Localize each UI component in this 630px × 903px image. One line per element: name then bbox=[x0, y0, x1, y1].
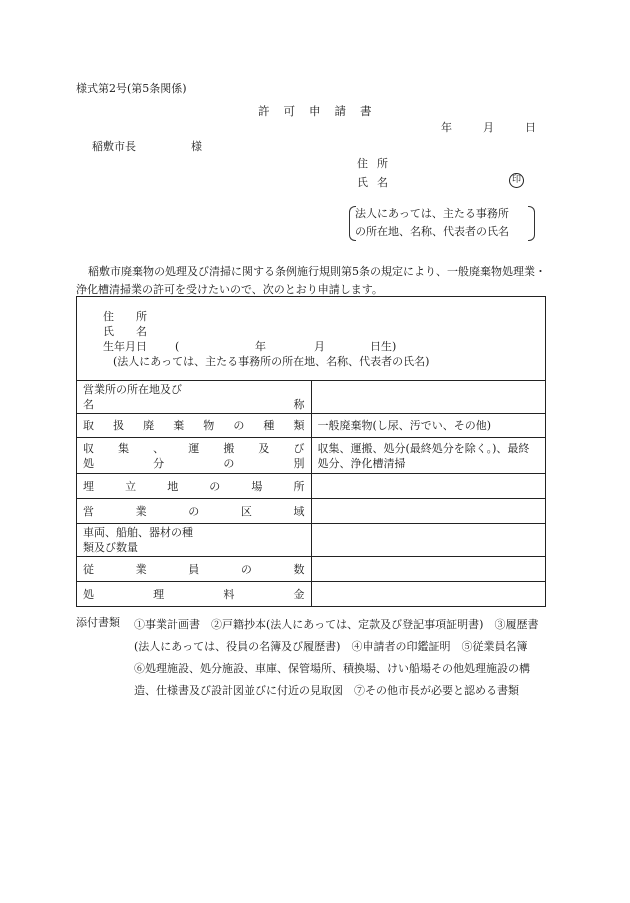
bracket-right bbox=[528, 206, 535, 241]
label-spread bbox=[83, 587, 305, 602]
box-birth-label: 生年月日 bbox=[103, 340, 147, 353]
label-char: 立 bbox=[125, 479, 137, 493]
box-birth-month: 月 bbox=[314, 340, 325, 353]
row-value bbox=[311, 524, 546, 557]
application-table bbox=[76, 296, 546, 607]
date-line bbox=[441, 119, 536, 135]
addressee-honorific: 様 bbox=[191, 140, 202, 153]
label-line1: 車両、船舶、器材の種 bbox=[83, 526, 193, 539]
table-row bbox=[77, 414, 546, 438]
row-value bbox=[311, 381, 546, 414]
label-char: の bbox=[240, 562, 252, 576]
form-number: 様式第2号(第5条関係) bbox=[76, 82, 187, 95]
statement-text: 稲敷市廃棄物の処理及び清掃に関する条例施行規則第5条の規定により、一般廃棄物処理業・浄化槽清掃業の許可を受けたいので、次のとおり申請します。 bbox=[76, 265, 546, 296]
label-spread bbox=[83, 479, 305, 494]
label-char: 棄 bbox=[173, 419, 185, 432]
box-corp-note: (法人にあっては、主たる事務所の所在地、名称、代表者の氏名) bbox=[113, 355, 430, 368]
label-line2 bbox=[83, 456, 305, 471]
applicant-name-label: 氏名 bbox=[357, 176, 397, 189]
label-char: 場 bbox=[251, 479, 263, 493]
label-char: 従 bbox=[83, 562, 94, 576]
label-char: 理 bbox=[153, 587, 165, 601]
row-label bbox=[77, 381, 312, 414]
label-spread bbox=[83, 562, 305, 577]
table-row bbox=[77, 438, 546, 474]
label-char: 埋 bbox=[83, 479, 94, 493]
label-char: 域 bbox=[293, 504, 305, 518]
label-char: 名 bbox=[83, 398, 94, 411]
label-char: の bbox=[188, 504, 200, 518]
label-line1: 営業所の所在地及び bbox=[83, 383, 182, 396]
table-row bbox=[77, 582, 546, 607]
label-char: の bbox=[223, 456, 235, 470]
applicant-box bbox=[77, 297, 546, 381]
row-value bbox=[311, 557, 546, 582]
row-label bbox=[77, 524, 312, 557]
row-value bbox=[311, 499, 546, 524]
label-char: 集 bbox=[118, 441, 130, 455]
addressee-name: 稲敷市長 bbox=[92, 140, 136, 153]
label-char: 処 bbox=[83, 456, 94, 470]
label-char: 称 bbox=[293, 398, 305, 411]
label-char: び bbox=[293, 441, 305, 455]
row-label bbox=[77, 557, 312, 582]
box-birth-paren: ( bbox=[175, 340, 180, 353]
label-char: 運 bbox=[188, 441, 200, 455]
application-statement bbox=[76, 263, 546, 299]
box-address-label: 住 所 bbox=[103, 310, 147, 323]
label-char: 物 bbox=[203, 419, 215, 432]
addressee bbox=[92, 138, 202, 154]
label-char: 処 bbox=[83, 587, 94, 601]
table-row bbox=[77, 381, 546, 414]
applicant-address-label: 住所 bbox=[357, 157, 397, 170]
label-char: 業 bbox=[135, 562, 147, 576]
label-line2 bbox=[83, 397, 305, 412]
label-char: 扱 bbox=[113, 419, 125, 432]
box-name-label: 氏 名 bbox=[103, 325, 147, 338]
table-row bbox=[77, 557, 546, 582]
label-char: 取 bbox=[83, 419, 94, 432]
corp-note bbox=[355, 205, 509, 241]
row-label bbox=[77, 414, 312, 438]
label-char: 別 bbox=[293, 456, 305, 470]
table-row bbox=[77, 474, 546, 499]
label-char: 及 bbox=[258, 441, 270, 455]
attachments-list: ①事業計画書 ②戸籍抄本(法人にあっては、定款及び登記事項証明書) ③履歴書(法人にあっては、役員の名簿及び履歴書) ④申請者の印鑑証明 ⑤従業員名簿 ⑥処理施設、処分施設、車庫、保管場所、積換場、けい船場その他処理施設の構造、仕様書及び設計図並びに付近の見取図 ⑦その他市長が必要と認める書類 bbox=[134, 618, 539, 697]
label-char: 料 bbox=[223, 587, 235, 601]
label-char: 区 bbox=[240, 504, 252, 518]
attachments-label: 添付書類 bbox=[76, 616, 120, 629]
label-char: 分 bbox=[153, 456, 165, 470]
row-label bbox=[77, 474, 312, 499]
table-row bbox=[77, 499, 546, 524]
box-birth-year: 年 bbox=[255, 340, 266, 353]
label-char: 、 bbox=[153, 441, 165, 455]
label-char: 金 bbox=[293, 587, 305, 601]
row-label bbox=[77, 438, 312, 474]
seal-mark: 印 bbox=[509, 173, 524, 188]
corp-note-line1: 法人にあっては、主たる事務所 bbox=[355, 207, 509, 220]
label-char: 地 bbox=[167, 479, 179, 493]
row-value: 一般廃棄物(し尿、汚でい、その他) bbox=[311, 414, 546, 438]
table-row-applicant bbox=[77, 297, 546, 381]
row-value bbox=[311, 474, 546, 499]
date-year: 年 bbox=[441, 121, 452, 134]
label-spread bbox=[83, 418, 305, 433]
label-char: 廃 bbox=[143, 419, 155, 432]
row-label bbox=[77, 582, 312, 607]
document-title: 許可申請書 bbox=[258, 104, 386, 118]
label-char: 員 bbox=[188, 562, 200, 576]
label-spread bbox=[83, 504, 305, 519]
label-char: 数 bbox=[293, 562, 305, 576]
label-char: 種 bbox=[263, 419, 275, 432]
corp-note-line2: の所在地、名称、代表者の氏名 bbox=[355, 225, 509, 238]
label-char: 収 bbox=[83, 441, 94, 455]
label-char: 業 bbox=[135, 504, 147, 518]
label-line2: 類及び数量 bbox=[83, 541, 138, 554]
row-label bbox=[77, 499, 312, 524]
table-row bbox=[77, 524, 546, 557]
label-char: の bbox=[209, 479, 221, 493]
label-spread bbox=[83, 441, 305, 456]
date-day: 日 bbox=[525, 121, 536, 134]
label-char: の bbox=[233, 419, 245, 432]
label-char: 類 bbox=[293, 419, 305, 432]
box-birth-day: 日生) bbox=[370, 340, 397, 353]
label-char: 搬 bbox=[223, 441, 235, 455]
row-value bbox=[311, 582, 546, 607]
date-month: 月 bbox=[483, 121, 494, 134]
label-char: 所 bbox=[293, 479, 305, 493]
label-char: 営 bbox=[83, 504, 94, 518]
row-value: 収集、運搬、処分(最終処分を除く。)、最終処分、浄化槽清掃 bbox=[311, 438, 546, 474]
